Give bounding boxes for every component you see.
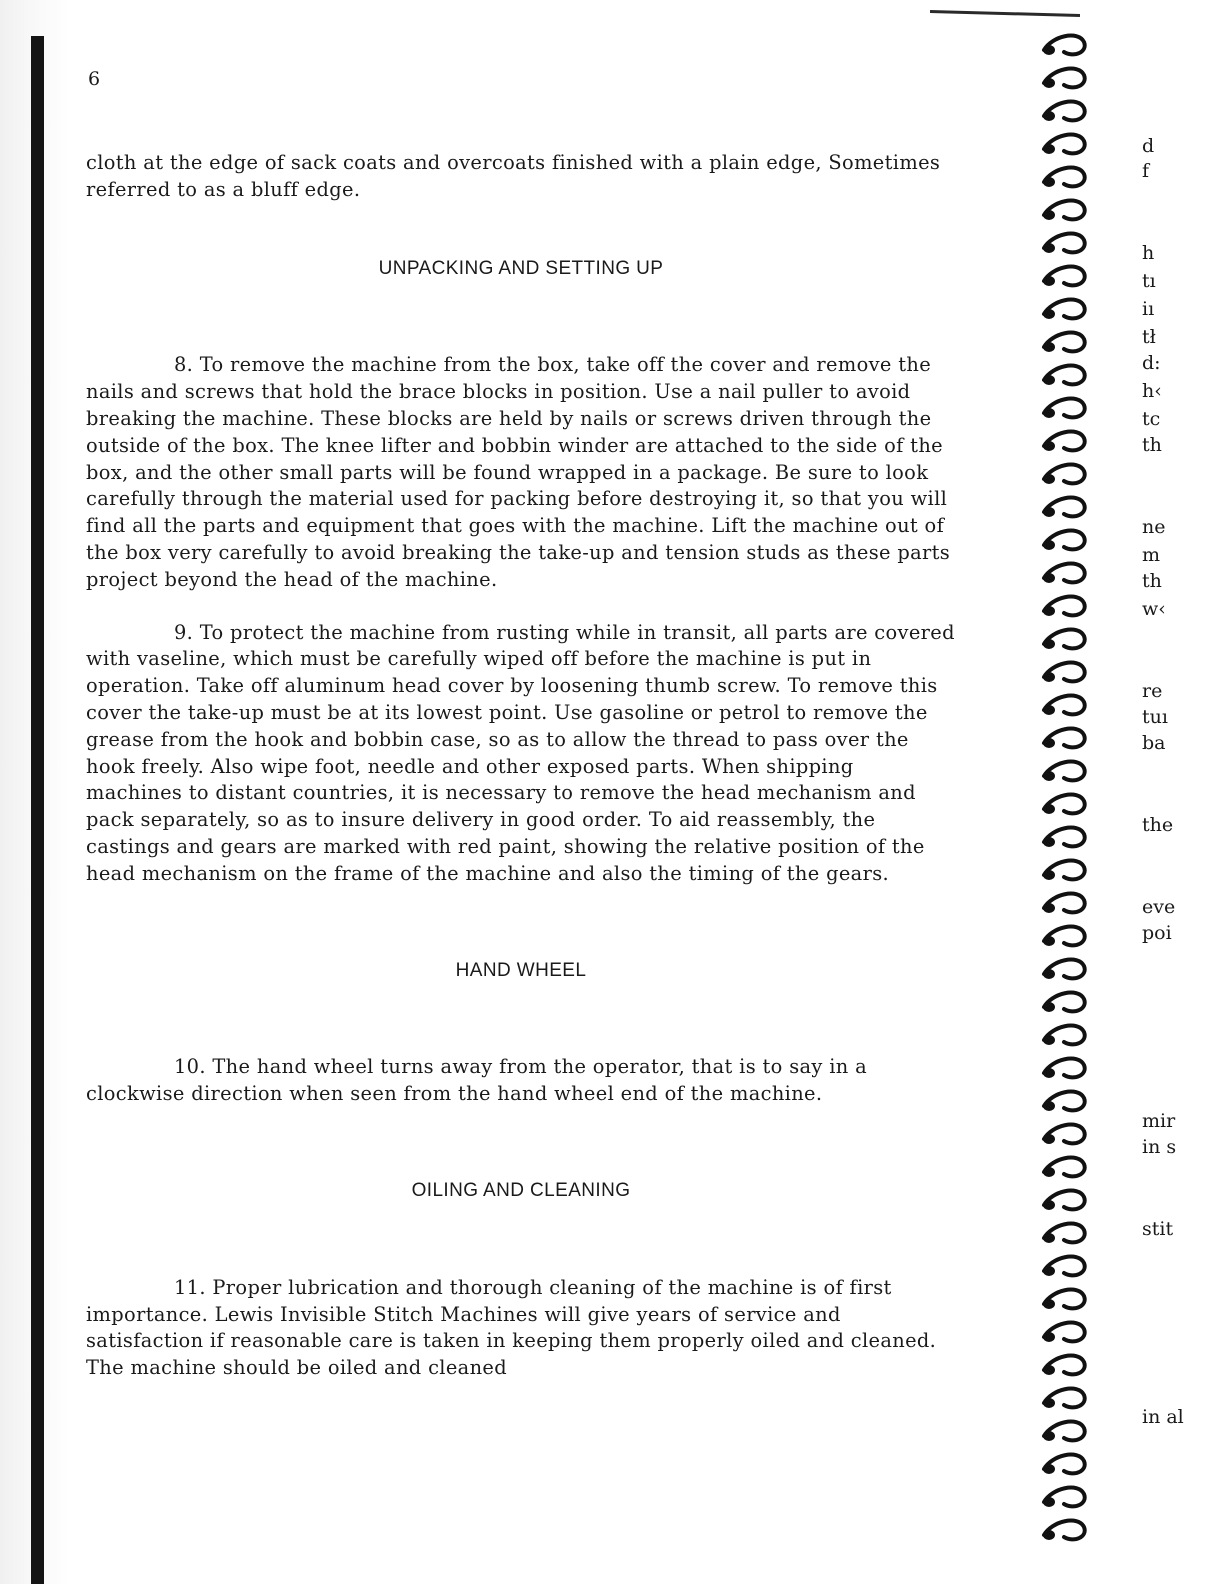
paragraph-8: 8. To remove the machine from the box, take off the cover and remove the nails and screws that hold the brace blocks in position. Use a nail puller to avoid breaking the machine. These blocks are held by nails or screws driven through the outside of the box. The knee lifter and bobbin winder are attached to the side of the box, and the other small parts will be found wrapped in a package. Be sure to look carefully through the material used for packing before destroying it, so that you will find all the parts and equipment that goes with the machine. Lift the machine out of the box very carefully to avoid breaking the take-up and tension studs as these parts project beyond the head of the machine.	[86, 353, 951, 591]
next-page-fragment: tuı	[1142, 706, 1168, 728]
spiral-coil	[1043, 531, 1085, 550]
spiral-coil	[1043, 993, 1085, 1012]
spiral-coil	[1043, 234, 1085, 253]
spiral-coil	[1043, 1224, 1085, 1243]
spiral-coil	[1043, 1059, 1085, 1078]
paragraph-11: 11. Proper lubrication and thorough cleaning of the machine is of first importance. Lewis Invisible Stitch Machines will give years of service and satisfaction if reasonable care is taken in keeping them properly oiled and cleaned. The machine should be oiled and cleaned	[86, 1275, 937, 1380]
next-page-fragment: th	[1142, 570, 1162, 592]
spiral-coil	[1043, 1290, 1085, 1309]
next-page-fragment: f	[1142, 160, 1150, 182]
spiral-coil	[1043, 1521, 1085, 1540]
heading-unpacking: UNPACKING AND SETTING UP	[378, 257, 664, 279]
next-page-fragment: ne	[1142, 516, 1166, 538]
next-page-fragment: mir	[1142, 1110, 1176, 1132]
next-page-fragment: poi	[1142, 922, 1172, 944]
spiral-coil	[1043, 69, 1085, 88]
spiral-coil	[1043, 597, 1085, 616]
next-page-fragment: h‹	[1142, 380, 1162, 402]
next-page-fragment: tı	[1142, 270, 1156, 292]
heading-hand-wheel: HAND WHEEL	[455, 959, 587, 981]
spiral-coil	[1043, 333, 1085, 352]
spiral-coil	[1043, 465, 1085, 484]
spiral-coil	[1043, 1158, 1085, 1177]
spiral-coil	[1043, 1323, 1085, 1342]
next-page-fragment: d	[1142, 135, 1155, 157]
next-page-edge	[1142, 0, 1224, 1584]
next-page-fragment: h	[1142, 242, 1155, 264]
next-page-fragment: iı	[1142, 298, 1155, 320]
spiral-coil	[1043, 1356, 1085, 1375]
spiral-coil	[1043, 36, 1085, 55]
next-page-fragment: tc	[1142, 408, 1161, 430]
next-page-fragment: in al	[1142, 1406, 1184, 1428]
spiral-coil	[1043, 630, 1085, 649]
intro-paragraph: cloth at the edge of sack coats and overcoats finished with a plain edge, Sometimes referred to as a bluff edge.	[86, 151, 941, 201]
page-number: 6	[88, 68, 101, 90]
next-page-fragment: eve	[1142, 896, 1176, 918]
spiral-coil	[1043, 960, 1085, 979]
spiral-coil	[1043, 1125, 1085, 1144]
spiral-coil	[1043, 267, 1085, 286]
spiral-coil	[1043, 795, 1085, 814]
spiral-binding	[1030, 0, 1110, 1584]
spiral-coil	[1043, 1191, 1085, 1210]
heading-oiling: OILING AND CLEANING	[411, 1179, 631, 1201]
spiral-coil	[1043, 762, 1085, 781]
spiral-coil	[1043, 1092, 1085, 1111]
spiral-coil	[1043, 663, 1085, 682]
spiral-coil	[1043, 168, 1085, 187]
spiral-coil	[1043, 564, 1085, 583]
next-page-fragment: m	[1142, 544, 1161, 566]
spiral-coil	[1043, 894, 1085, 913]
next-page-fragment: re	[1142, 680, 1163, 702]
spiral-coil	[1043, 1455, 1085, 1474]
spiral-coil	[1043, 498, 1085, 517]
spiral-coil	[1043, 135, 1085, 154]
spiral-coil	[1043, 729, 1085, 748]
spiral-coil	[1043, 1389, 1085, 1408]
spiral-coil	[1043, 366, 1085, 385]
spiral-coil	[1043, 927, 1085, 946]
spiral-coil	[1043, 1422, 1085, 1441]
spiral-coil	[1043, 861, 1085, 880]
paragraph-9: 9. To protect the machine from rusting while in transit, all parts are covered with vaseline, which must be carefully wiped off before the machine is put in operation. Take off aluminum head cover by loosening thumb screw. To remove this cover the take-up must be at its lowest point. Use gasoline or petrol to remove the grease from the hook and bobbin case, so as to allow the thread to pass over the hook freely. Also wipe foot, needle and other exposed parts. When shipping machines to distant countries, it is necessary to remove the head mechanism and pack separately, so as to insure delivery in good order. To aid reassembly, the castings and gears are marked with red paint, showing the relative position of the head mechanism on the frame of the machine and also the timing of the gears.	[86, 620, 955, 885]
next-page-fragment: ba	[1142, 732, 1166, 754]
spiral-coil	[1043, 300, 1085, 319]
spiral-coil	[1043, 399, 1085, 418]
spiral-coil	[1043, 201, 1085, 220]
next-page-fragment: w‹	[1142, 598, 1166, 620]
spiral-coil	[1043, 696, 1085, 715]
spiral-coil	[1043, 828, 1085, 847]
spiral-coil	[1043, 1026, 1085, 1045]
spiral-coil	[1043, 1257, 1085, 1276]
next-page-fragment: d:	[1142, 352, 1161, 374]
spiral-coil	[1043, 102, 1085, 121]
spiral-coil	[1043, 1488, 1085, 1507]
paragraph-10: 10. The hand wheel turns away from the operator, that is to say in a clockwise direction when seen from the hand wheel end of the machine.	[86, 1055, 868, 1106]
next-page-fragment: in s	[1142, 1136, 1177, 1158]
next-page-fragment: the	[1142, 814, 1174, 836]
next-page-fragment: stit	[1142, 1218, 1174, 1240]
binding-edge	[31, 36, 44, 1584]
page-body	[86, 150, 956, 1382]
next-page-fragment: tł	[1142, 326, 1156, 348]
spiral-coil	[1043, 432, 1085, 451]
next-page-fragment: th	[1142, 434, 1162, 456]
